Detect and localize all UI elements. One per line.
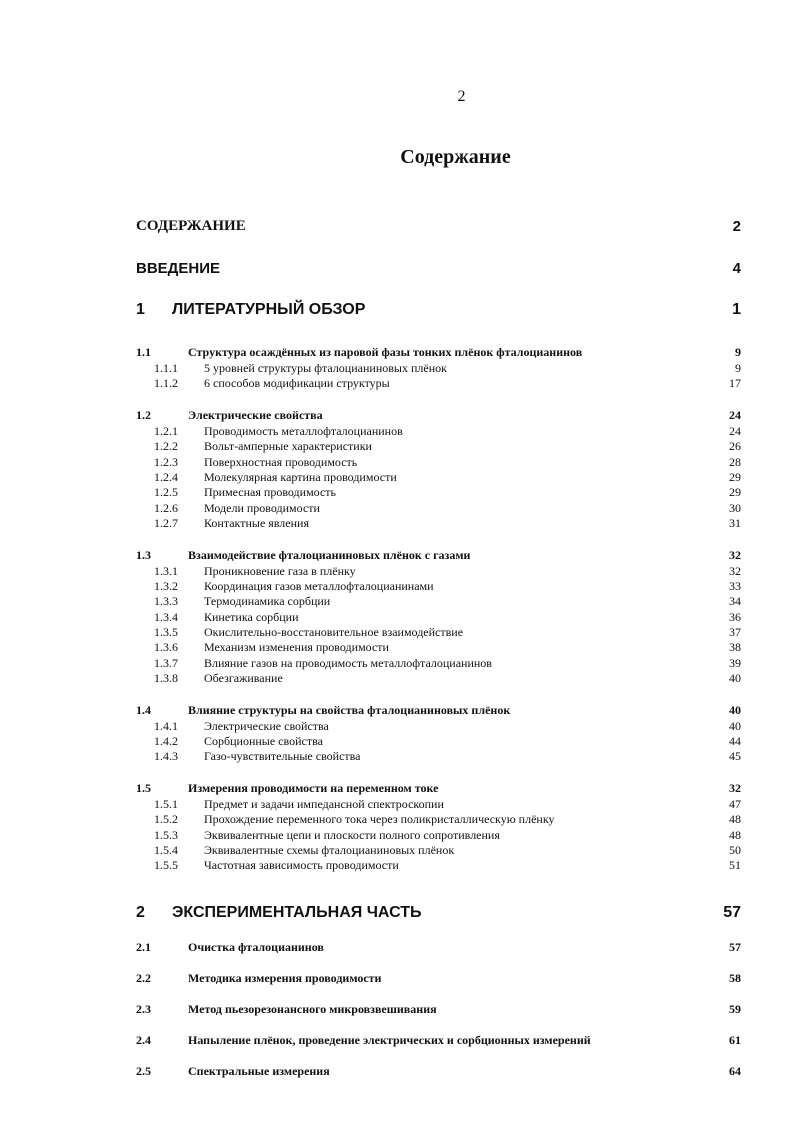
toc-entry-label: СОДЕРЖАНИЕ — [136, 217, 246, 234]
toc-entry-page: 64 — [729, 1063, 741, 1078]
toc-entry-page: 40 — [729, 671, 741, 686]
toc-entry-page: 1 — [732, 301, 741, 318]
toc-entry-page: 36 — [729, 609, 741, 624]
toc-entry-label: Поверхностная проводимость — [204, 454, 358, 469]
toc-entry-number: 1 — [136, 301, 145, 318]
toc-entry-page: 48 — [729, 827, 741, 842]
toc-entry-number: 1.2.4 — [154, 469, 178, 484]
toc-entry-page: 51 — [729, 858, 741, 873]
toc-subsection[interactable] — [136, 455, 741, 470]
toc-entry-number: 1.4 — [136, 702, 151, 717]
toc-entry-contents[interactable] — [136, 205, 741, 247]
toc-entry-label: Прохождение переменного тока через поликристаллическую плёнку — [204, 812, 555, 827]
toc-entry-page: 24 — [729, 407, 741, 422]
toc-entry-number: 1.1.2 — [154, 376, 178, 391]
page-number: 2 — [457, 88, 466, 105]
toc-entry-label: Влияние структуры на свойства фталоцианиновых плёнок — [188, 702, 511, 717]
toc-subsection[interactable] — [136, 749, 741, 764]
toc-chapter-2[interactable] — [136, 892, 741, 934]
toc-entry-number: 1.4.1 — [154, 718, 178, 733]
toc-subsection[interactable] — [136, 424, 741, 439]
toc-section[interactable] — [136, 548, 741, 564]
toc-entry-label: ЭКСПЕРИМЕНТАЛЬНАЯ ЧАСТЬ — [172, 903, 422, 921]
toc-entry-page: 9 — [735, 345, 741, 359]
toc-entry-number: 1.3 — [136, 547, 151, 562]
toc-section[interactable] — [136, 971, 741, 1002]
toc-subsection[interactable] — [136, 734, 741, 749]
toc-entry-label: Измерения проводимости на переменном токе — [188, 780, 439, 795]
toc-entry-label: Термодинамика сорбции — [204, 594, 331, 609]
toc-entry-number: 1.4.3 — [154, 749, 178, 764]
toc-section[interactable] — [136, 345, 741, 361]
toc-entry-number: 1.3.7 — [154, 655, 178, 670]
toc-entry-page: 40 — [729, 702, 741, 717]
toc-entry-page: 2 — [732, 217, 741, 235]
toc-entry-label: Очистка фталоцианинов — [188, 939, 324, 954]
toc-entry-label: Частотная зависимость проводимости — [204, 858, 399, 873]
toc-entry-page: 29 — [729, 469, 741, 484]
toc-section[interactable] — [136, 1064, 741, 1095]
toc-entry-number: 1.1 — [136, 345, 151, 359]
toc-entry-label: ВВЕДЕНИЕ — [136, 259, 220, 277]
toc-entry-number: 1.1.1 — [154, 361, 178, 375]
toc-entry-page: 61 — [729, 1032, 741, 1047]
toc-subsection[interactable] — [136, 625, 741, 640]
toc-entry-intro[interactable] — [136, 247, 741, 289]
toc-entry-page: 33 — [729, 578, 741, 593]
toc-entry-page: 37 — [729, 625, 741, 640]
toc-entry-number: 1.2.1 — [154, 423, 178, 438]
toc-subsection[interactable] — [136, 797, 741, 812]
toc-entry-number: 2 — [136, 903, 145, 921]
toc-subsection[interactable] — [136, 516, 741, 531]
toc-entry-page: 58 — [729, 970, 741, 985]
toc-entry-label: Молекулярная картина проводимости — [204, 469, 397, 484]
toc-subsection[interactable] — [136, 828, 741, 843]
toc-entry-number: 1.5.2 — [154, 812, 178, 827]
toc-entry-label: Спектральные измерения — [188, 1063, 330, 1078]
toc-entry-label: Эквивалентные цепи и плоскости полного сопротивления — [204, 827, 500, 842]
toc-section[interactable] — [136, 1033, 741, 1064]
toc-entry-number: 1.5.3 — [154, 827, 178, 842]
toc-entry-label: Обезгаживание — [204, 671, 283, 686]
toc-entry-label: Электрические свойства — [188, 407, 323, 422]
toc-section[interactable] — [136, 781, 741, 797]
toc-entry-page: 38 — [729, 640, 741, 655]
toc-entry-page: 50 — [729, 842, 741, 857]
toc-entry-page: 48 — [729, 812, 741, 827]
toc-entry-number: 1.2.7 — [154, 516, 178, 531]
toc-entry-label: Проводимость металлофталоцианинов — [204, 423, 403, 438]
toc-entry-number: 1.2 — [136, 407, 151, 422]
toc-subsection[interactable] — [136, 564, 741, 579]
toc-subsection[interactable] — [136, 485, 741, 500]
toc-entry-label: Взаимодействие фталоцианиновых плёнок с газами — [188, 547, 471, 562]
toc-entry-label: Механизм изменения проводимости — [204, 640, 389, 655]
toc-entry-label: 6 способов модификации структуры — [204, 376, 390, 391]
toc-entry-number: 1.3.5 — [154, 625, 178, 640]
toc-entry-number: 1.4.2 — [154, 734, 178, 749]
toc-entry-page: 44 — [729, 734, 741, 749]
toc-entry-number: 1.2.2 — [154, 439, 178, 454]
toc-entry-label: Предмет и задачи импедансной спектроскопии — [204, 796, 444, 811]
toc-entry-label: Вольт-амперные характеристики — [204, 439, 372, 454]
toc-entry-number: 2.1 — [136, 939, 151, 954]
toc-entry-number: 1.3.1 — [154, 563, 178, 578]
toc-section[interactable] — [136, 1002, 741, 1033]
toc-entry-number: 1.3.6 — [154, 640, 178, 655]
toc-entry-page: 39 — [729, 655, 741, 670]
toc-entry-page: 57 — [729, 939, 741, 954]
toc-entry-page: 32 — [729, 547, 741, 562]
page-title: Содержание — [400, 146, 511, 168]
toc-entry-number: 2.3 — [136, 1001, 151, 1016]
toc-entry-label: Сорбционные свойства — [204, 734, 323, 749]
toc-entry-page: 40 — [729, 718, 741, 733]
toc-entry-label: Координация газов металлофталоцианинами — [204, 578, 434, 593]
toc-section[interactable] — [136, 703, 741, 719]
toc-entry-label: Кинетика сорбции — [204, 609, 299, 624]
toc-entry-page: 47 — [729, 796, 741, 811]
toc-entry-label: ЛИТЕРАТУРНЫЙ ОБЗОР — [172, 301, 366, 318]
toc-entry-number: 1.5.4 — [154, 842, 178, 857]
toc-entry-label: Напыление плёнок, проведение электрических и сорбционных измерений — [188, 1032, 591, 1047]
toc-entry-number: 1.2.5 — [154, 485, 178, 500]
toc-entry-page: 34 — [729, 594, 741, 609]
toc-entry-number: 1.3.2 — [154, 578, 178, 593]
toc-subsection[interactable] — [136, 501, 741, 516]
toc-entry-page: 28 — [729, 454, 741, 469]
toc-entry-label: Контактные явления — [204, 516, 309, 531]
toc-entry-page: 31 — [729, 516, 741, 531]
toc-entry-label: Проникновение газа в плёнку — [204, 563, 356, 578]
toc-section[interactable] — [136, 408, 741, 424]
toc-subsection[interactable] — [136, 610, 741, 625]
toc-entry-page: 59 — [729, 1001, 741, 1016]
toc-entry-label: Влияние газов на проводимость металлофталоцианинов — [204, 655, 492, 670]
toc-subsection[interactable] — [136, 579, 741, 594]
toc-entry-label: Методика измерения проводимости — [188, 970, 382, 985]
toc-entry-label: Эквивалентные схемы фталоцианиновых плёнок — [204, 842, 455, 857]
toc-entry-number: 2.5 — [136, 1063, 151, 1078]
toc-entry-page: 57 — [723, 903, 741, 921]
toc-entry-page: 30 — [729, 500, 741, 515]
toc-entry-number: 1.3.8 — [154, 671, 178, 686]
toc-subsection[interactable] — [136, 656, 741, 671]
toc-subsection[interactable] — [136, 843, 741, 858]
toc-entry-page: 45 — [729, 749, 741, 764]
toc-entry-page: 29 — [729, 485, 741, 500]
toc-entry-label: Примесная проводимость — [204, 485, 337, 500]
toc-entry-number: 1.3.3 — [154, 594, 178, 609]
toc-chapter-1[interactable] — [136, 289, 741, 331]
toc-entry-number: 1.2.6 — [154, 500, 178, 515]
toc-entry-page: 32 — [729, 563, 741, 578]
toc-entry-label: Электрические свойства — [204, 718, 329, 733]
toc-entry-number: 1.5.5 — [154, 858, 178, 873]
toc-entry-number: 2.4 — [136, 1032, 151, 1047]
toc-entry-label: Газо-чувствительные свойства — [204, 749, 361, 764]
toc-subsection[interactable] — [136, 439, 741, 454]
toc-entry-page: 26 — [729, 439, 741, 454]
toc-subsection[interactable] — [136, 858, 741, 873]
toc-subsection[interactable] — [136, 594, 741, 609]
toc-subsection[interactable] — [136, 640, 741, 655]
toc-subsection[interactable] — [136, 361, 741, 376]
toc-entry-page: 32 — [729, 780, 741, 795]
toc-entry-label: Структура осаждённых из паровой фазы тонких плёнок фталоцианинов — [188, 345, 583, 359]
toc-entry-label: Метод пьезорезонансного микровзвешивания — [188, 1001, 437, 1016]
toc-subsection[interactable] — [136, 812, 741, 827]
toc-subsection[interactable] — [136, 719, 741, 734]
toc-entry-label: Модели проводимости — [204, 500, 320, 515]
toc-entry-page: 4 — [732, 259, 741, 277]
toc-entry-number: 2.2 — [136, 970, 151, 985]
toc-section[interactable] — [136, 940, 741, 971]
toc-subsection[interactable] — [136, 470, 741, 485]
toc-entry-page: 9 — [735, 361, 741, 375]
toc-entry-number: 1.5 — [136, 780, 151, 795]
toc-entry-label: Окислительно-восстановительное взаимодействие — [204, 625, 464, 640]
table-of-contents — [136, 205, 741, 1095]
toc-entry-number: 1.2.3 — [154, 454, 178, 469]
toc-entry-number: 1.3.4 — [154, 609, 178, 624]
toc-subsection[interactable] — [136, 376, 741, 391]
toc-entry-label: 5 уровней структуры фталоцианиновых плёнок — [204, 361, 447, 375]
toc-entry-number: 1.5.1 — [154, 796, 178, 811]
toc-subsection[interactable] — [136, 671, 741, 686]
toc-entry-page: 17 — [729, 376, 741, 391]
toc-entry-page: 24 — [729, 423, 741, 438]
